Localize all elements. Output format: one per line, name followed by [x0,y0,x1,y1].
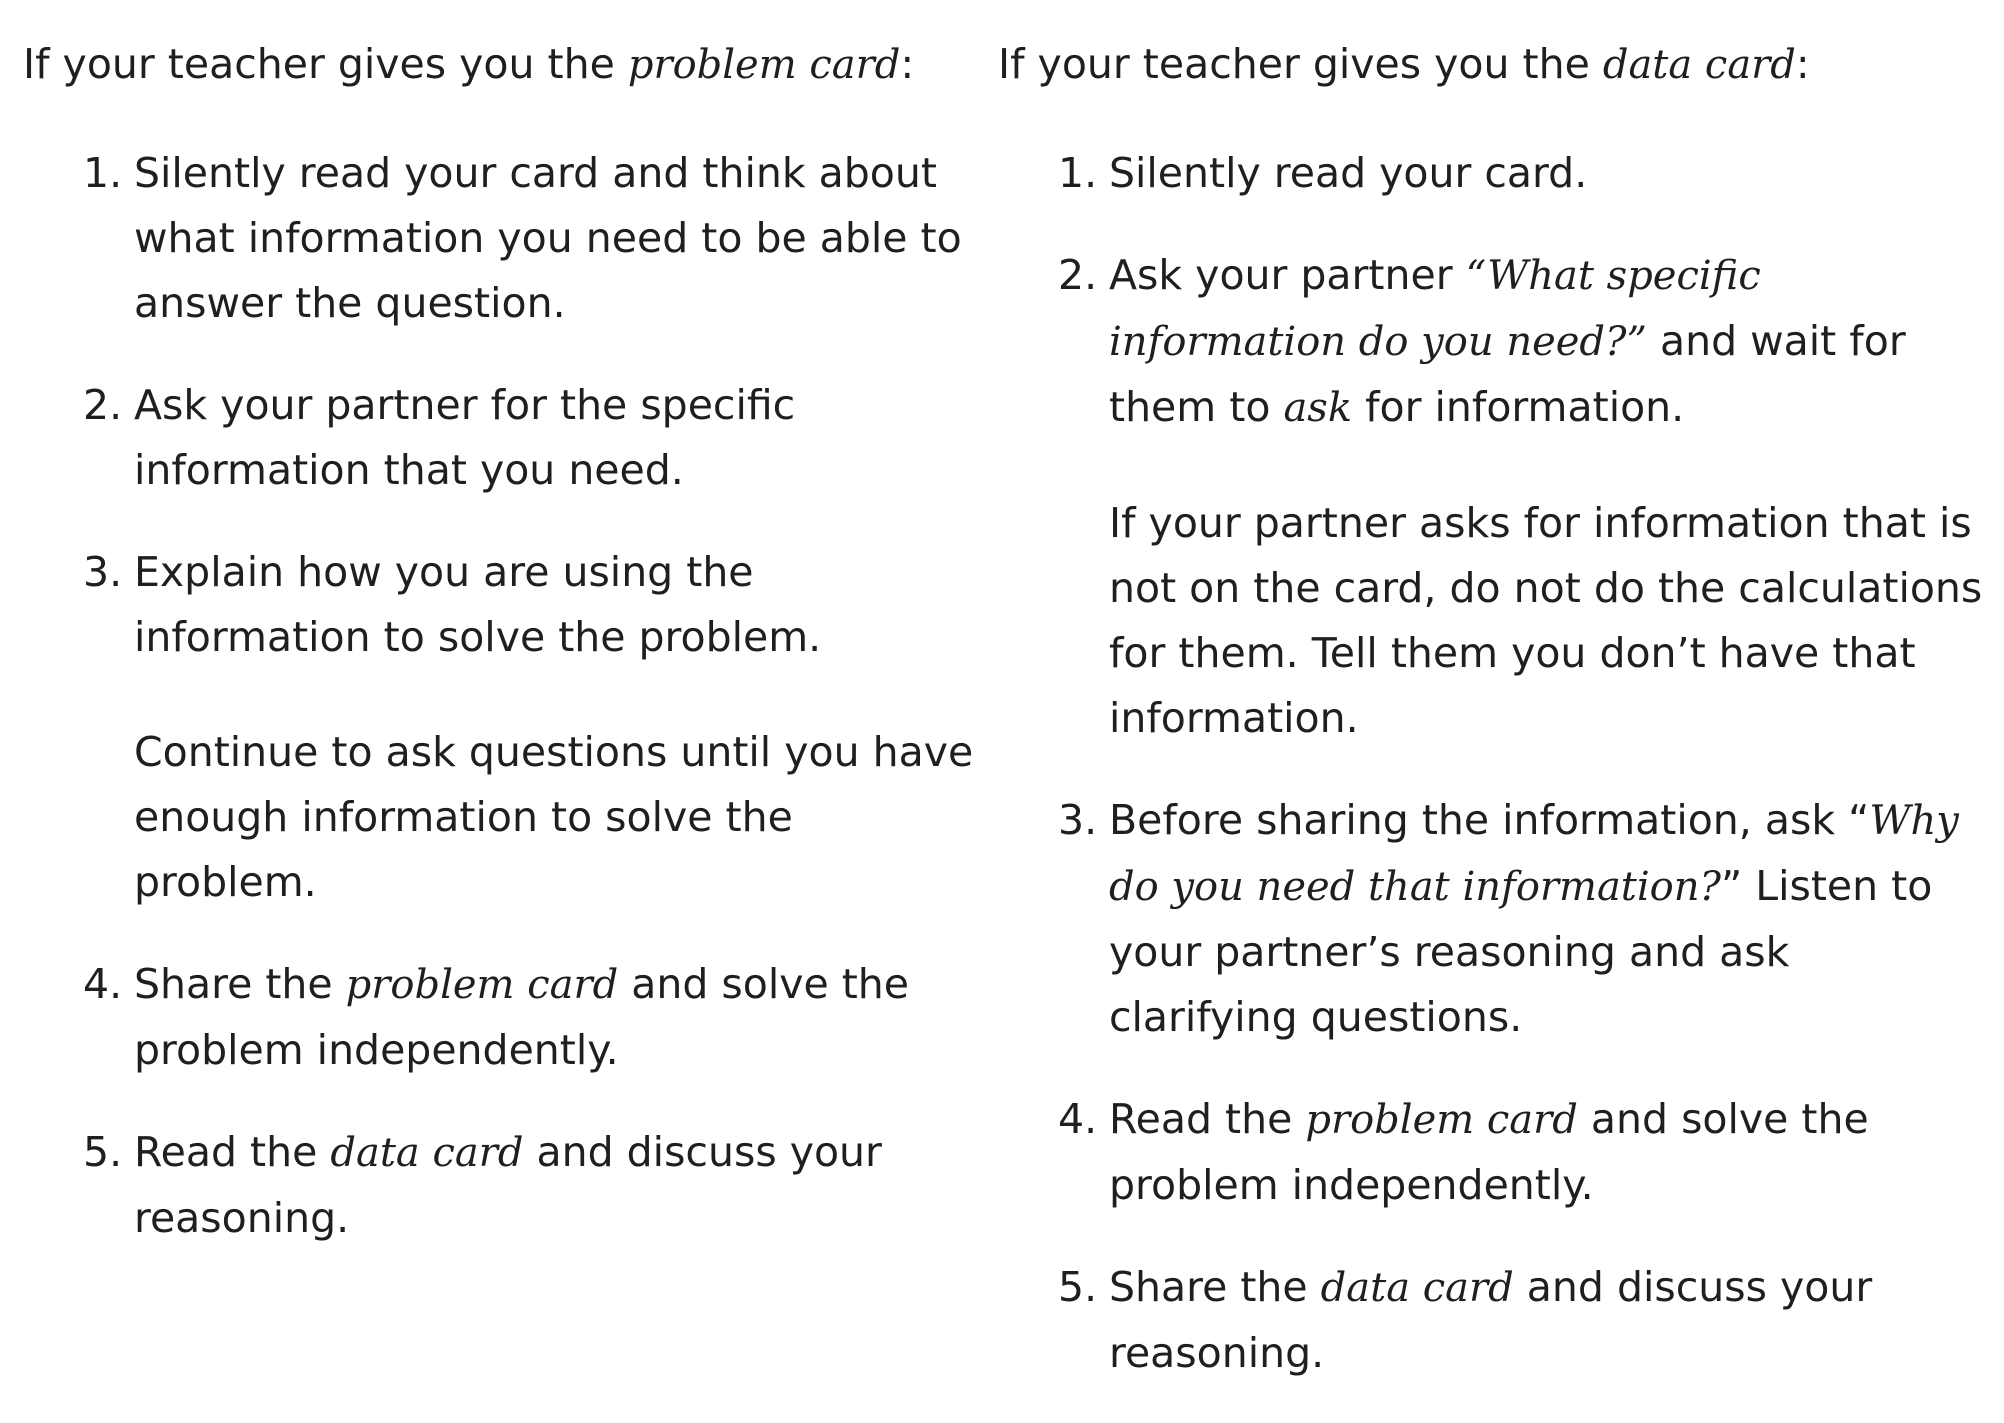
heading-prefix: If your teacher gives you the [998,40,1603,88]
data-card-column [998,34,1988,1423]
problem-step-5 [23,1120,983,1251]
step-emphasis: problem card [1305,1097,1578,1143]
data-step-2 [998,243,1988,751]
step-number: 4. [1058,1095,1098,1143]
step-text-pre: Ask your partner [1109,251,1466,299]
data-card-steps [998,141,1988,1386]
step-text-pre: Before sharing the information, ask “ [1109,796,1870,844]
step-number: 1. [83,149,123,197]
step-emphasis-quote: “What specific information do you need?” [1109,253,1761,365]
heading-suffix: : [1795,40,1810,88]
problem-card-heading [23,34,983,95]
step-number: 2. [83,381,123,429]
problem-step-2 [23,373,983,503]
step-number: 4. [83,960,123,1008]
data-step-1 [998,141,1988,206]
data-step-5 [998,1255,1988,1386]
step-text [134,1120,983,1251]
step-note: Continue to ask questions until you have enough information to solve the problem. [134,728,974,906]
step-text-post: and discuss your reasoning. [134,1128,882,1242]
step-number: 2. [1058,251,1098,299]
step-emphasis: Why do you need that information? [1109,798,1959,910]
problem-step-4 [23,952,983,1083]
step-note: If your partner asks for information that is not on the card, do not do the calculations for them. Tell them you don’t have that information. [1109,499,1983,742]
step-text-post: and solve the problem independently. [1109,1095,1869,1209]
data-step-3 [998,788,1988,1050]
step-text [1109,243,1988,441]
heading-emphasis: data card [1602,42,1796,88]
step-emphasis: data card [1320,1265,1514,1311]
step-text [134,952,983,1083]
step-text-pre: Share the [134,960,346,1008]
step-text [1109,788,1988,1050]
step-text-pre: Read the [134,1128,331,1176]
heading-emphasis: problem card [627,42,901,88]
step-number: 5. [1058,1263,1098,1311]
step-text: Silently read your card. [1109,149,1588,197]
heading-prefix: If your teacher gives you the [23,40,628,88]
step-text [1109,1087,1988,1218]
step-text-post: and solve the problem independently. [134,960,910,1074]
step-emphasis: problem card [345,962,619,1008]
problem-step-1 [23,141,983,336]
step-text: Ask your partner for the specific information that you need. [134,381,796,494]
step-text: Explain how you are using the information to solve the problem. [134,548,822,661]
step-text-mid: and wait for them to [1109,317,1906,431]
step-text-pre: Share the [1109,1263,1321,1311]
step-text-pre: Read the [1109,1095,1306,1143]
step-emphasis: data card [330,1130,524,1176]
step-text-post: ” Listen to your partner’s reasoning and ask clarifying questions. [1109,862,1933,1041]
step-number: 5. [83,1128,123,1176]
problem-step-3 [23,540,983,915]
data-card-heading [998,34,1988,95]
step-text [1109,1255,1988,1386]
step-text-post: for information. [1352,383,1685,431]
step-text-post: and discuss your reasoning. [1109,1263,1873,1377]
step-number: 3. [83,548,123,596]
problem-card-column [23,34,983,1288]
step-text: Silently read your card and think about what information you need to be able to answer the question. [134,149,962,327]
step-number: 1. [1058,149,1098,197]
step-number: 3. [1058,796,1098,844]
step-emphasis-ask: ask [1283,385,1353,431]
heading-suffix: : [900,40,915,88]
problem-card-steps [23,141,983,1251]
data-step-4 [998,1087,1988,1218]
